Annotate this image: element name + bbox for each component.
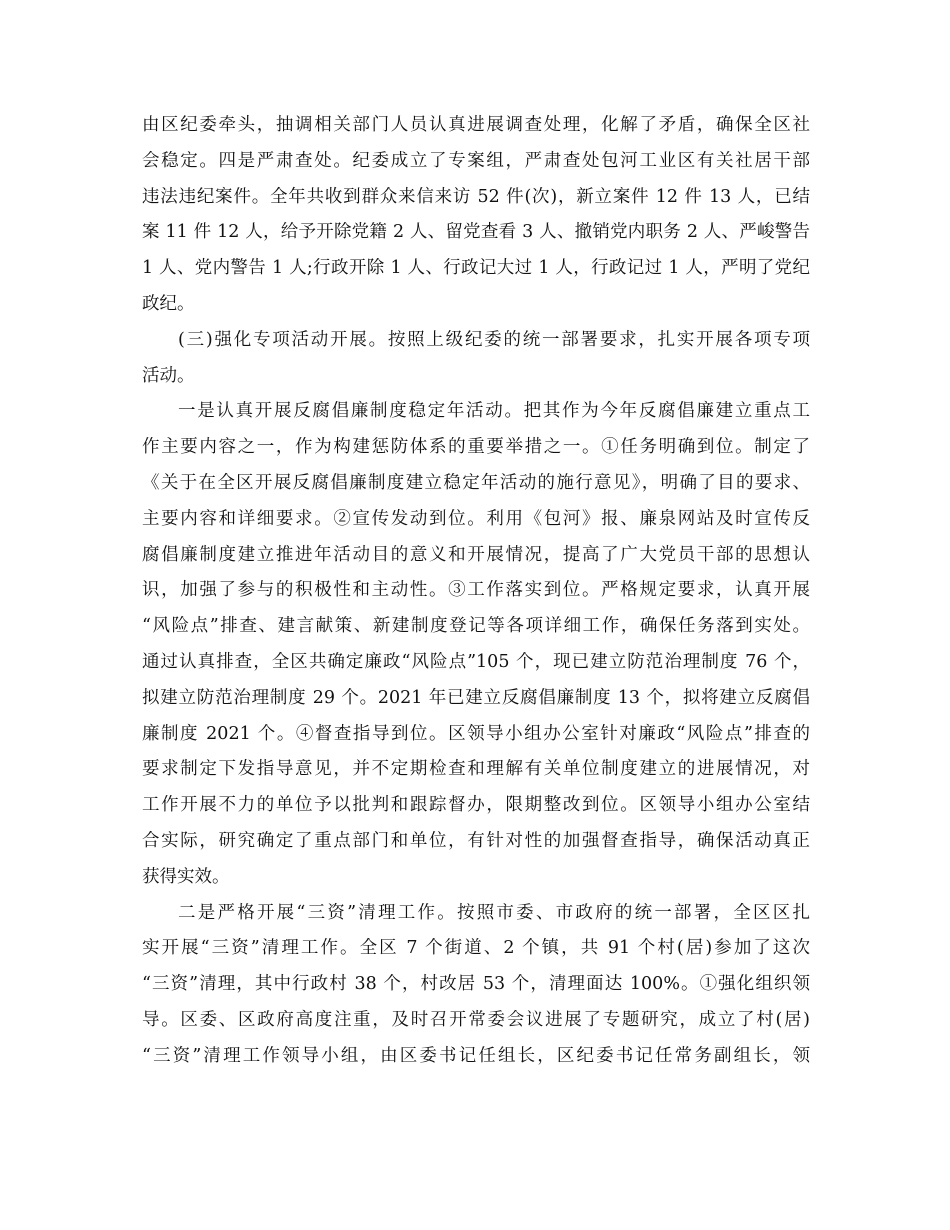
- text-line: 廉制度 2021 个。④督查指导到位。区领导小组办公室针对廉政“风险点”排查的: [142, 723, 810, 744]
- text-line: 腐倡廉制度建立推进年活动目的意义和开展情况，提高了广大党员干部的思想认: [142, 544, 810, 565]
- text-line: 会稳定。四是严肃查处。纪委成立了专案组，严肃查处包河工业区有关社居干部: [142, 150, 810, 171]
- text-line: 政纪。: [142, 293, 195, 314]
- text-line: 一是认真开展反腐倡廉制度稳定年活动。把其作为今年反腐倡廉建立重点工: [178, 401, 810, 422]
- text-line: 作主要内容之一，作为构建惩防体系的重要举措之一。①任务明确到位。制定了: [142, 437, 810, 458]
- text-line: (三)强化专项活动开展。按照上级纪委的统一部署要求，扎实开展各项专项: [178, 329, 810, 350]
- text-line: 识，加强了参与的积极性和主动性。③工作落实到位。严格规定要求，认真开展: [142, 580, 810, 601]
- text-line: 拟建立防范治理制度 29 个。2021 年已建立反腐倡廉制度 13 个，拟将建立反腐倡: [142, 687, 810, 708]
- text-line: 违法违纪案件。全年共收到群众来信来访 52 件(次)，新立案件 12 件 13 人，已结: [142, 186, 810, 207]
- document-body: [142, 108, 810, 1075]
- text-line: 1 人、党内警告 1 人;行政开除 1 人、行政记大过 1 人，行政记过 1 人，严明了党纪: [142, 258, 810, 279]
- text-line: 活动。: [142, 365, 195, 386]
- text-line: 实开展“三资”清理工作。全区 7 个街道、2 个镇，共 91 个村(居)参加了这次: [142, 938, 810, 959]
- text-line: 工作开展不力的单位予以批判和跟踪督办，限期整改到位。区领导小组办公室结: [142, 795, 810, 816]
- text-line: 导。区委、区政府高度注重，及时召开常委会议进展了专题研究，成立了村(居): [142, 1009, 810, 1030]
- text-line: 主要内容和详细要求。②宣传发动到位。利用《包河》报、廉泉网站及时宣传反: [142, 508, 810, 529]
- text-line: “风险点”排查、建言献策、新建制度登记等各项详细工作，确保任务落到实处。: [142, 616, 810, 637]
- text-line: 《关于在全区开展反腐倡廉制度建立稳定年活动的施行意见》，明确了目的要求、: [142, 472, 810, 493]
- text-line: 合实际，研究确定了重点部门和单位，有针对性的加强督查指导，确保活动真正: [142, 830, 810, 851]
- text-line: 由区纪委牵头，抽调相关部门人员认真进展调查处理，化解了矛盾，确保全区社: [142, 115, 810, 135]
- text-line: 二是严格开展“三资”清理工作。按照市委、市政府的统一部署，全区区扎: [178, 902, 810, 923]
- text-line: “三资”清理，其中行政村 38 个，村改居 53 个，清理面达 100%。①强化组织领: [142, 974, 810, 995]
- text-line: “三资”清理工作领导小组，由区委书记任组长，区纪委书记任常务副组长，领: [142, 1045, 810, 1066]
- text-line: 获得实效。: [142, 866, 230, 887]
- text-line: 案 11 件 12 人，给予开除党籍 2 人、留党查看 3 人、撤销党内职务 2 人、严峻警告: [142, 222, 810, 243]
- text-line: 通过认真排查，全区共确定廉政“风险点”105 个，现已建立防范治理制度 76 个，: [142, 651, 810, 672]
- text-line: 要求制定下发指导意见，并不定期检查和理解有关单位制度建立的进展情况，对: [142, 759, 810, 780]
